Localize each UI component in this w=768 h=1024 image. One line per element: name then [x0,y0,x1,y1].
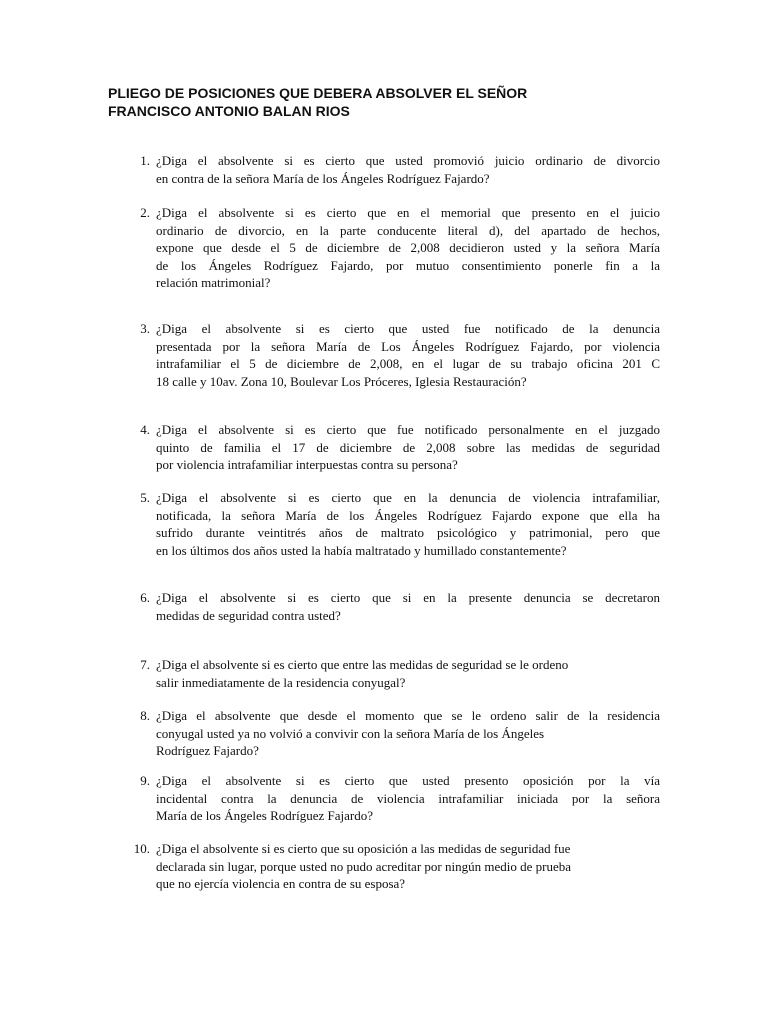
question-line: 18 calle y 10av. Zona 10, Boulevar Los Próceres, Iglesia Restauración? [156,373,527,389]
question-line: declarada sin lugar, porque usted no pudo acreditar por ningún medio de prueba [156,858,571,874]
question-text [156,204,660,292]
question-line: notificada, la señora María de los Ángeles Rodríguez Fajardo expone que ella ha [156,507,660,523]
question-number: 2. [140,205,150,220]
question-line: María de los Ángeles Rodríguez Fajardo? [156,808,373,823]
question-3 [108,320,660,390]
question-line: expone que desde el 5 de diciembre de 2,008 decidieron usted y la señora María [156,240,660,255]
question-text [156,320,660,390]
question-2 [108,204,660,292]
question-line: intrafamiliar el 5 de diciembre de 2,008, en el lugar de su trabajo oficina 201 C [156,356,660,371]
question-line: medidas de seguridad contra usted? [156,607,341,623]
question-number: 9. [140,773,150,788]
question-line: relación matrimonial? [156,275,271,290]
question-line: por violencia intrafamiliar interpuestas contra su persona? [156,457,458,472]
document-title [108,84,668,120]
question-line: ¿Diga el absolvente si es cierto que entre las medidas de seguridad se le ordeno [156,657,569,672]
question-line: ¿Diga el absolvente si es cierto que usted presento oposición por la vía [156,773,660,788]
question-line: ¿Diga el absolvente si es cierto que su oposición a las medidas de seguridad fue [156,841,571,856]
question-line: ordinario de divorcio, en la parte conducente literal d), del apartado de hechos, [156,222,660,238]
question-line: ¿Diga el absolvente si es cierto que en la denuncia de violencia intrafamiliar, [156,490,660,505]
question-line: conyugal usted ya no volvió a convivir con la señora María de los Ángeles [156,725,545,741]
question-text [156,707,660,760]
question-8 [108,707,660,760]
question-text [156,421,660,474]
title-line: PLIEGO DE POSICIONES QUE DEBERA ABSOLVER EL SEÑOR [108,85,528,101]
question-line: sufrido durante veintitrés años de maltrato psicológico y patrimonial, pero que [156,525,660,540]
question-line: salir inmediatamente de la residencia conyugal? [156,674,406,690]
question-number: 6. [140,590,150,605]
question-line: ¿Diga el absolvente si es cierto que fue notificado personalmente en el juzgado [156,422,660,437]
question-text [156,152,660,187]
question-9 [108,772,660,825]
question-7 [108,656,660,691]
question-line: ¿Diga el absolvente si es cierto que usted fue notificado de la denuncia [156,321,660,336]
question-line: ¿Diga el absolvente que desde el momento que se le ordeno salir de la residencia [156,708,660,723]
question-number: 5. [140,490,150,505]
question-text [156,589,660,624]
question-text [156,656,660,691]
question-line: incidental contra la denuncia de violencia intrafamiliar iniciada por la señora [156,790,660,806]
question-number: 3. [140,321,150,336]
question-number: 10. [133,841,150,856]
question-line: presentada por la señora María de Los Ángeles Rodríguez Fajardo, por violencia [156,338,660,354]
question-line: de los Ángeles Rodríguez Fajardo, por mutuo consentimiento ponerle fin a la [156,257,660,273]
title-line: FRANCISCO ANTONIO BALAN RIOS [108,103,350,119]
question-text [156,489,660,559]
question-line: ¿Diga el absolvente si es cierto que en el memorial que presento en el juicio [156,205,660,220]
question-line: ¿Diga el absolvente si es cierto que si en la presente denuncia se decretaron [156,590,660,605]
question-line: que no ejercía violencia en contra de su esposa? [156,876,406,891]
question-number: 1. [140,153,150,168]
question-6 [108,589,660,624]
question-line: quinto de familia el 17 de diciembre de 2,008 sobre las medidas de seguridad [156,439,660,455]
question-10 [108,840,660,893]
question-number: 7. [140,657,150,672]
question-number: 8. [140,708,150,723]
question-line: ¿Diga el absolvente si es cierto que usted promovió juicio ordinario de divorcio [156,153,660,168]
question-5 [108,489,660,559]
question-text [156,840,660,893]
question-number: 4. [140,422,150,437]
question-line: en contra de la señora María de los Ángeles Rodríguez Fajardo? [156,170,490,186]
question-line: en los últimos dos años usted la había maltratado y humillado constantemente? [156,542,567,558]
question-1 [108,152,660,187]
question-4 [108,421,660,474]
question-text [156,772,660,825]
question-line: Rodríguez Fajardo? [156,743,259,758]
